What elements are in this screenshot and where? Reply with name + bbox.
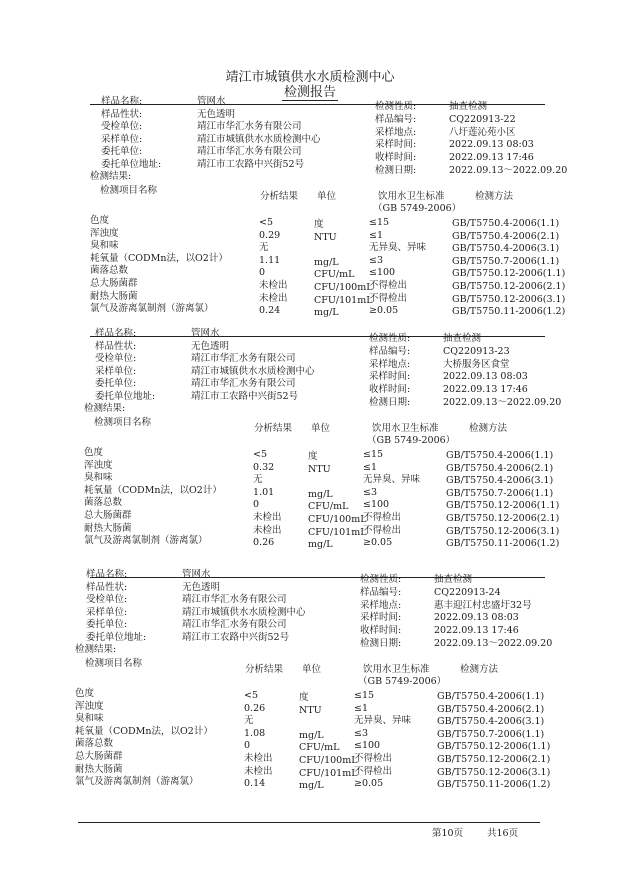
org-title: 靖江市城镇供水水质检测中心	[225, 70, 395, 85]
row-standard: ≤3	[363, 486, 378, 498]
row-standard: 不得检出	[369, 292, 408, 304]
value-sample-state: 无色透明	[197, 108, 236, 120]
row-method: GB/T5750.4-2006(2.1)	[437, 703, 545, 715]
row-result: 0	[253, 499, 260, 511]
row-standard: 不得检出	[363, 524, 402, 536]
row-result: 无	[253, 474, 263, 486]
value-entrust-addr: 靖江市工农路中兴街52号	[191, 390, 299, 402]
row-unit: mg/L	[314, 256, 339, 268]
row-unit: CFU/101mL	[308, 526, 367, 538]
value-test-date: 2022.09.13～2022.09.20	[434, 638, 553, 649]
label-results: 检测结果:	[90, 171, 132, 182]
row-unit: mg/L	[299, 780, 324, 792]
value-sample-time: 2022.09.13 08:03	[443, 371, 528, 383]
row-item: 总大肠菌群	[84, 510, 132, 521]
value-sample-time: 2022.09.13 08:03	[449, 139, 534, 151]
row-standard: ≤1	[354, 702, 369, 714]
label-nature: 检测性质:	[375, 101, 417, 112]
row-unit: mg/L	[314, 307, 339, 319]
label-sample-state: 样品性状:	[95, 340, 137, 352]
value-entrust: 靖江市华汇水务有限公司	[197, 146, 302, 157]
row-item: 臭和味	[84, 472, 113, 484]
row-result: 无	[244, 715, 254, 727]
row-standard: 无异臭、异味	[369, 242, 427, 254]
row-standard: ≥0.05	[363, 537, 393, 549]
col-standard: 饮用水卫生标准	[372, 423, 439, 434]
row-unit: NTU	[308, 463, 331, 475]
row-item: 臭和味	[90, 240, 119, 252]
row-standard: ≤15	[363, 449, 384, 460]
row-item: 菌落总数	[84, 497, 123, 509]
col-item: 检测项目名称	[94, 417, 152, 428]
label-sampler: 采样单位:	[101, 133, 143, 145]
label-receive-time: 收样时间:	[369, 384, 411, 396]
value-code: CQ220913-22	[449, 113, 516, 125]
row-method: GB/T5750.11-2006(1.2)	[452, 306, 566, 318]
row-unit: CFU/mL	[299, 742, 340, 754]
row-method: GB/T5750.11-2006(1.2)	[446, 538, 560, 550]
label-test-date: 检测日期:	[375, 165, 417, 176]
row-standard: 无异臭、异味	[354, 715, 412, 727]
row-method: GB/T5750.12-2006(1.1)	[437, 741, 551, 753]
row-result: 0	[259, 267, 266, 279]
label-entrust-addr: 委托单位地址:	[86, 631, 147, 643]
col-standard-ref: （GB 5749-2006）	[358, 676, 447, 687]
row-standard: ≤15	[369, 217, 390, 228]
row-unit: NTU	[299, 704, 322, 716]
row-method: GB/T5750.12-2006(3.1)	[452, 293, 566, 305]
report-title	[0, 81, 620, 100]
footer-total: 共16页	[487, 828, 519, 839]
row-item: 总大肠菌群	[90, 278, 138, 289]
row-item: 耗氧量（CODMn法，以O2计）	[90, 252, 228, 264]
row-method: GB/T5750.4-2006(2.1)	[452, 230, 560, 242]
label-code: 样品编号:	[360, 586, 402, 598]
value-site: 八圩莲沁苑小区	[449, 126, 516, 138]
col-standard-ref: （GB 5749-2006）	[373, 203, 462, 214]
row-standard: ≤1	[369, 229, 384, 241]
value-sample-time: 2022.09.13 08:03	[434, 612, 519, 624]
row-result: 未检出	[259, 280, 288, 291]
row-method: GB/T5750.7-2006(1.1)	[437, 728, 545, 740]
row-standard: ≥0.05	[354, 778, 384, 790]
row-method: GB/T5750.11-2006(1.2)	[437, 779, 551, 791]
col-method: 检测方法	[460, 664, 499, 675]
row-method: GB/T5750.7-2006(1.1)	[446, 487, 554, 499]
value-receive-time: 2022.09.13 17:46	[443, 384, 528, 396]
row-method: GB/T5750.4-2006(1.1)	[437, 691, 545, 702]
col-result: 分析结果	[260, 191, 299, 202]
row-method: GB/T5750.12-2006(2.1)	[437, 754, 551, 765]
row-item: 耗氧量（CODMn法，以O2计）	[84, 484, 222, 496]
label-nature: 检测性质:	[369, 333, 411, 344]
row-standard: 不得检出	[354, 765, 393, 777]
value-sampler: 靖江市城镇供水水质检测中心	[191, 365, 315, 377]
row-item: 耐热大肠菌	[75, 763, 123, 775]
label-site: 采样地点:	[375, 126, 417, 138]
row-unit: CFU/100mL	[308, 514, 367, 525]
label-client: 受检单位:	[95, 353, 137, 364]
value-client: 靖江市华汇水务有限公司	[191, 353, 296, 364]
label-site: 采样地点:	[360, 599, 402, 611]
row-method: GB/T5750.4-2006(3.1)	[437, 716, 545, 728]
col-method: 检测方法	[475, 191, 514, 202]
row-standard: ≤100	[354, 740, 381, 752]
label-entrust: 委托单位:	[101, 146, 143, 157]
row-item: 浑浊度	[84, 459, 113, 471]
row-item: 浑浊度	[75, 700, 104, 712]
row-standard: ≥0.05	[369, 305, 399, 317]
value-sample-state: 无色透明	[182, 581, 221, 593]
row-standard: ≤3	[354, 727, 369, 739]
value-code: CQ220913-23	[443, 345, 510, 357]
label-nature: 检测性质:	[360, 574, 402, 585]
row-result: 0.26	[244, 702, 266, 714]
label-entrust-addr: 委托单位地址:	[101, 158, 162, 170]
row-unit: 度	[314, 219, 324, 230]
label-results: 检测结果:	[84, 403, 126, 414]
row-standard: ≤3	[369, 254, 384, 266]
row-result: <5	[253, 449, 268, 460]
label-sample-state: 样品性状:	[101, 108, 143, 120]
label-sample-name: 样品名称:	[101, 96, 143, 107]
label-client: 受检单位:	[101, 121, 143, 132]
row-method: GB/T5750.12-2006(3.1)	[437, 766, 551, 778]
label-sample-time: 采样时间:	[375, 139, 417, 151]
row-item: 耐热大肠菌	[84, 522, 132, 534]
row-unit: CFU/mL	[308, 501, 349, 513]
label-code: 样品编号:	[369, 345, 411, 357]
row-standard: ≤15	[354, 690, 375, 701]
row-method: GB/T5750.4-2006(1.1)	[452, 218, 560, 229]
row-standard: ≤100	[369, 267, 396, 279]
row-unit: CFU/mL	[314, 269, 355, 281]
label-sample-time: 采样时间:	[369, 371, 411, 383]
row-method: GB/T5750.4-2006(2.1)	[446, 462, 554, 474]
label-client: 受检单位:	[86, 594, 128, 605]
row-item: 氯气及游离氯制剂（游离氯）	[90, 303, 214, 315]
row-result: 0.14	[244, 778, 266, 790]
col-method: 检测方法	[469, 423, 508, 434]
value-nature: 抽查检测	[443, 333, 482, 344]
row-standard: 无异臭、异味	[363, 474, 421, 486]
value-sample-state: 无色透明	[191, 340, 230, 352]
value-test-date: 2022.09.13～2022.09.20	[449, 165, 568, 176]
label-test-date: 检测日期:	[369, 397, 411, 408]
col-item: 检测项目名称	[85, 658, 143, 669]
report-title-text: 检测报告	[283, 85, 336, 100]
value-site: 惠丰迎江村忠盛圩32号	[434, 599, 532, 611]
value-site: 大桥服务区食堂	[443, 358, 510, 370]
col-result: 分析结果	[254, 423, 293, 434]
row-item: 菌落总数	[90, 265, 129, 277]
footer-page: 第10页	[432, 828, 464, 839]
block-rule	[90, 577, 545, 578]
label-sample-state: 样品性状:	[86, 581, 128, 593]
row-item: 氯气及游离氯制剂（游离氯）	[75, 776, 199, 788]
row-item: 色度	[90, 215, 110, 226]
label-sample-time: 采样时间:	[360, 612, 402, 624]
row-result: 1.08	[244, 727, 266, 739]
value-receive-time: 2022.09.13 17:46	[434, 625, 519, 637]
row-unit: mg/L	[299, 729, 324, 741]
value-client: 靖江市华汇水务有限公司	[182, 594, 287, 605]
row-result: 未检出	[253, 512, 282, 523]
row-unit: 度	[299, 692, 309, 703]
col-result: 分析结果	[245, 664, 284, 675]
row-item: 色度	[84, 447, 104, 458]
row-standard: 不得检出	[369, 280, 408, 291]
label-receive-time: 收样时间:	[375, 152, 417, 164]
label-sampler: 采样单位:	[86, 606, 128, 618]
row-unit: CFU/100mL	[314, 282, 373, 293]
row-item: 浑浊度	[90, 227, 119, 239]
col-item: 检测项目名称	[100, 185, 158, 196]
value-sample-name: 管网水	[182, 569, 211, 580]
value-receive-time: 2022.09.13 17:46	[449, 152, 534, 164]
label-receive-time: 收样时间:	[360, 625, 402, 637]
col-standard: 饮用水卫生标准	[378, 191, 445, 202]
value-sampler: 靖江市城镇供水水质检测中心	[182, 606, 306, 618]
row-unit: NTU	[314, 231, 337, 243]
row-method: GB/T5750.12-2006(1.1)	[452, 268, 566, 280]
value-nature: 抽查检测	[449, 101, 488, 112]
row-item: 色度	[75, 688, 95, 699]
row-result: 0.24	[259, 305, 281, 317]
label-sample-name: 样品名称:	[95, 328, 137, 339]
row-method: GB/T5750.12-2006(2.1)	[446, 513, 560, 524]
label-entrust: 委托单位:	[95, 378, 137, 389]
col-unit: 单位	[302, 664, 322, 675]
row-result: 0.26	[253, 537, 275, 549]
row-result: 未检出	[253, 524, 282, 536]
row-standard: 不得检出	[363, 512, 402, 523]
col-unit: 单位	[311, 423, 331, 434]
col-standard: 饮用水卫生标准	[363, 664, 430, 675]
row-item: 臭和味	[75, 713, 104, 725]
row-unit: 度	[308, 451, 318, 462]
row-result: 1.11	[259, 254, 281, 266]
label-sampler: 采样单位:	[95, 365, 137, 377]
value-sample-name: 管网水	[191, 328, 220, 339]
row-method: GB/T5750.12-2006(2.1)	[452, 281, 566, 292]
row-item: 总大肠菌群	[75, 751, 123, 762]
row-item: 耗氧量（CODMn法，以O2计）	[75, 725, 213, 737]
row-result: 0	[244, 740, 251, 752]
row-result: <5	[244, 690, 259, 701]
row-unit: CFU/101mL	[314, 294, 373, 306]
value-sample-name: 管网水	[197, 96, 226, 107]
label-test-date: 检测日期:	[360, 638, 402, 649]
row-result: 未检出	[259, 292, 288, 304]
row-item: 菌落总数	[75, 738, 114, 750]
label-code: 样品编号:	[375, 113, 417, 125]
col-standard-ref: （GB 5749-2006）	[367, 435, 456, 446]
row-item: 耐热大肠菌	[90, 290, 138, 302]
row-method: GB/T5750.12-2006(1.1)	[446, 500, 560, 512]
label-entrust-addr: 委托单位地址:	[95, 390, 156, 402]
row-method: GB/T5750.12-2006(3.1)	[446, 525, 560, 537]
row-standard: ≤100	[363, 499, 390, 511]
value-entrust-addr: 靖江市工农路中兴街52号	[182, 631, 290, 643]
row-result: 0.32	[253, 461, 275, 473]
row-method: GB/T5750.7-2006(1.1)	[452, 255, 560, 267]
row-result: 未检出	[244, 765, 273, 777]
row-item: 氯气及游离氯制剂（游离氯）	[84, 535, 208, 547]
value-code: CQ220913-24	[434, 586, 501, 598]
value-test-date: 2022.09.13～2022.09.20	[443, 397, 562, 408]
col-unit: 单位	[317, 191, 337, 202]
row-unit: mg/L	[308, 539, 333, 551]
value-client: 靖江市华汇水务有限公司	[197, 121, 302, 132]
row-result: 无	[259, 242, 269, 254]
row-result: 未检出	[244, 753, 273, 764]
row-standard: ≤1	[363, 461, 378, 473]
value-entrust: 靖江市华汇水务有限公司	[182, 619, 287, 630]
row-standard: 不得检出	[354, 753, 393, 764]
value-entrust-addr: 靖江市工农路中兴街52号	[197, 158, 305, 170]
row-method: GB/T5750.4-2006(3.1)	[452, 243, 560, 255]
row-result: 0.29	[259, 229, 281, 241]
row-unit: CFU/101mL	[299, 767, 358, 779]
value-entrust: 靖江市华汇水务有限公司	[191, 378, 296, 389]
row-result: <5	[259, 217, 274, 228]
row-method: GB/T5750.4-2006(3.1)	[446, 475, 554, 487]
label-site: 采样地点:	[369, 358, 411, 370]
row-unit: mg/L	[308, 488, 333, 500]
footer-rule	[78, 822, 540, 823]
value-sampler: 靖江市城镇供水水质检测中心	[197, 133, 321, 145]
value-nature: 抽查检测	[434, 574, 473, 585]
label-entrust: 委托单位:	[86, 619, 128, 630]
label-results: 检测结果:	[75, 644, 117, 655]
row-method: GB/T5750.4-2006(1.1)	[446, 450, 554, 461]
row-unit: CFU/100mL	[299, 755, 358, 766]
row-result: 1.01	[253, 486, 275, 498]
label-sample-name: 样品名称:	[86, 569, 128, 580]
